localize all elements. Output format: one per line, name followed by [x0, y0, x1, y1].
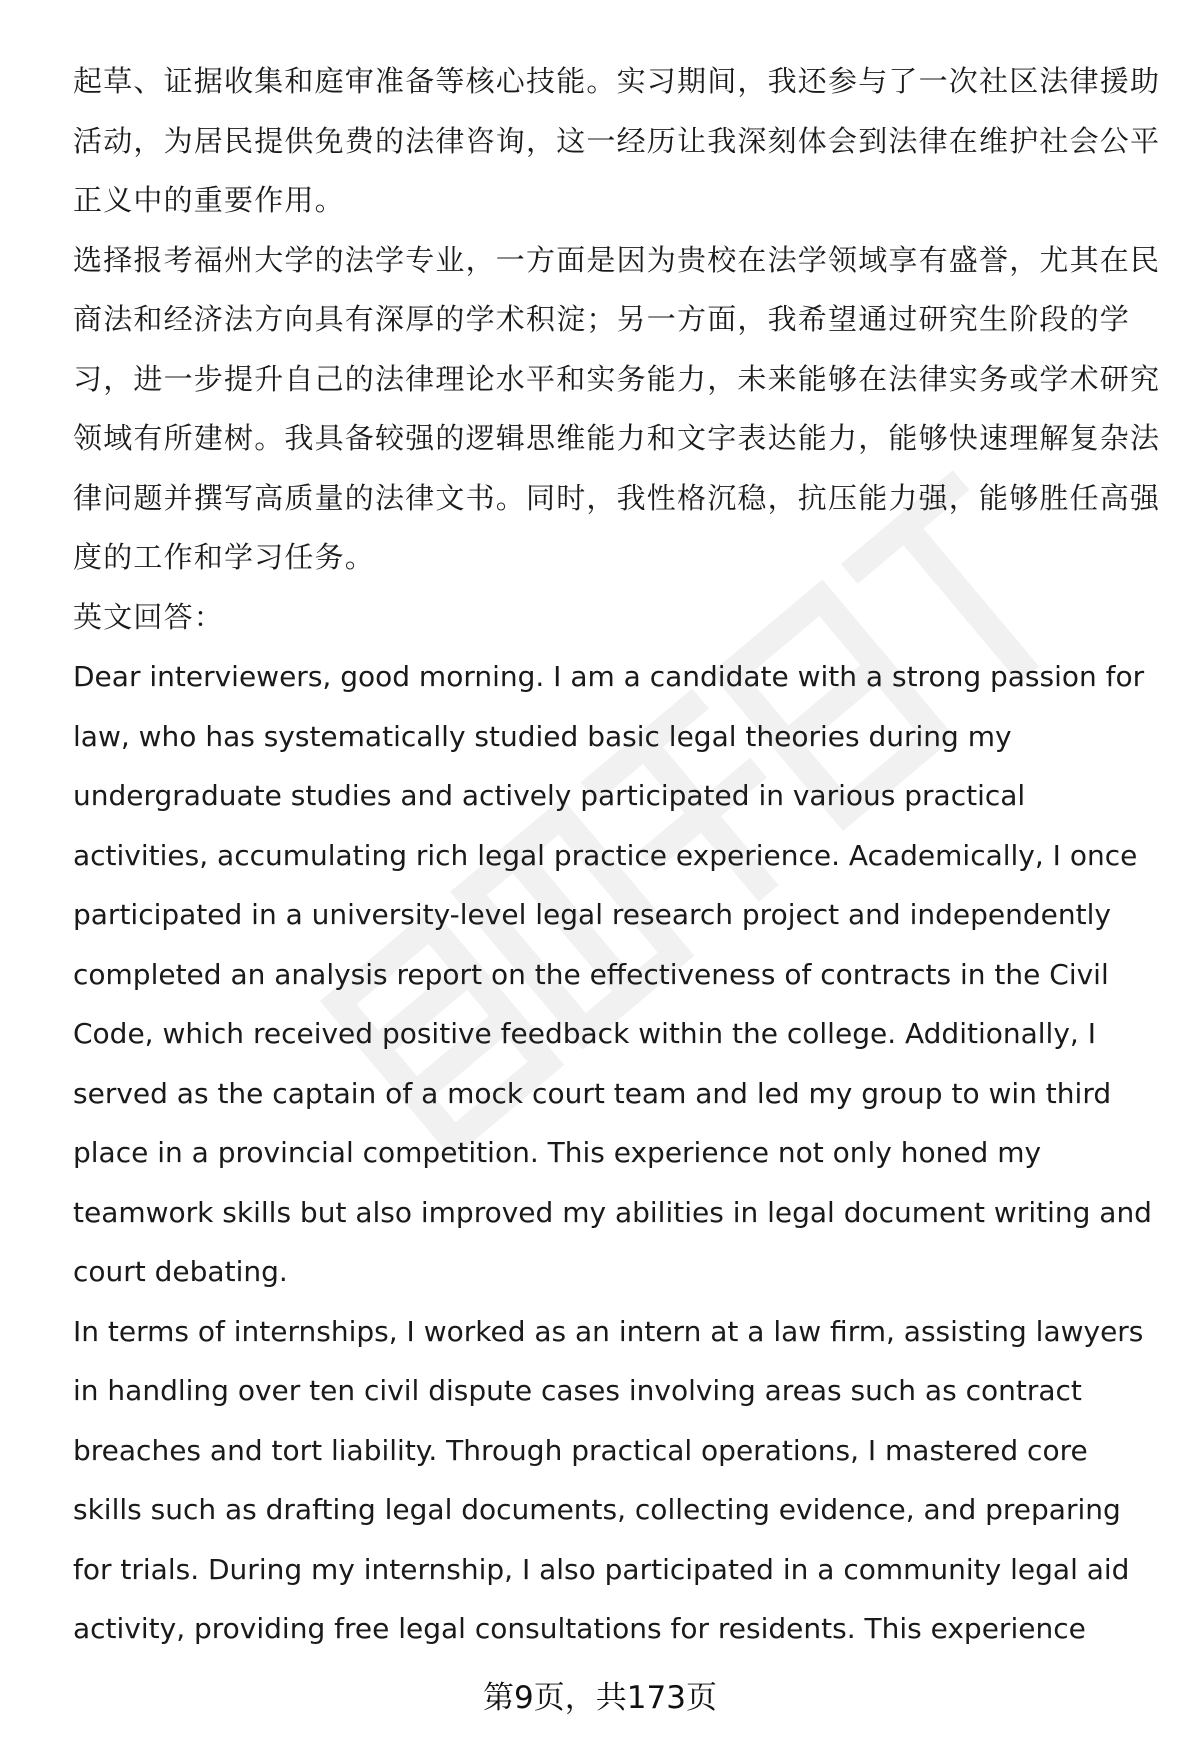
paragraph-zh-application-reason: 选择报考福州大学的法学专业，一方面是因为贵校在法学领域享有盛誉，尤其在民商法和经济法方向具有深厚的学术积淀；另一方面，我希望通过研究生阶段的学习，进一步提升自己的法律理论水平和实务能力，未来能够在法律实务或学术研究领域有所建树。我具备较强的逻辑思维能力和文字表达能力，能够快速理解复杂法律问题并撰写高质量的法律文书。同时，我性格沉稳，抗压能力强，能够胜任高强度的工作和学习任务。: [73, 242, 1161, 574]
section-heading-english-answer: 英文回答：: [73, 599, 225, 634]
paragraph-en-introduction: Dear interviewers, good morning. I am a candidate with a strong passion for law, who has systematically studied basic legal theories during my undergraduate studies and actively participated in various practical activities, accumulating rich legal practice experience. Academically, I once participated in a university-level legal research project and independently completed an analysis report on the effectiveness of contracts in the Civil Code, which received positive feedback within the college. Additionally, I served as the captain of a mock court team and led my group to win third place in a provincial competition. This experience not only honed my teamwork skills but also improved my abilities in legal document writing and court debating.: [73, 660, 1152, 1288]
paragraph-en-internship: In terms of internships, I worked as an intern at a law firm, assisting lawyers in handling over ten civil dispute cases involving areas such as contract breaches and tort liability. Through practical operations, I mastered core skills such as drafting legal documents, collecting evidence, and preparing for trials. During my internship, I also participated in a community legal aid activity, providing free legal consultations for residents. This experience: [73, 1314, 1144, 1645]
document-body: [73, 52, 1163, 1659]
page-number-footer: 第9页，共173页: [483, 1680, 717, 1716]
paragraph-zh-internship-conclusion: 起草、证据收集和庭审准备等核心技能。实习期间，我还参与了一次社区法律援助活动，为居民提供免费的法律咨询，这一经历让我深刻体会到法律在维护社会公平正义中的重要作用。: [73, 64, 1161, 217]
